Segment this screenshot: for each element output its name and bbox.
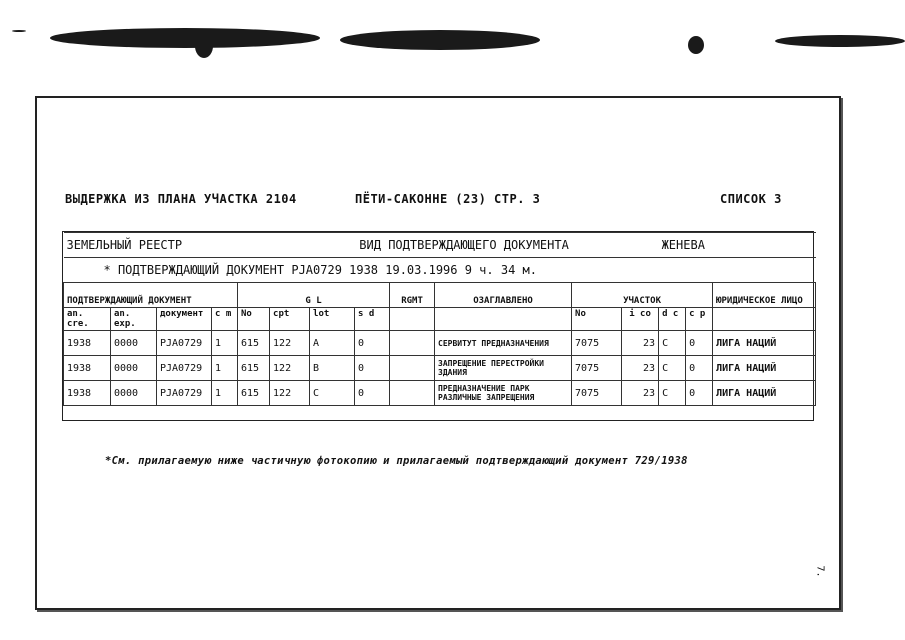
land-register-table <box>62 231 814 421</box>
entry-title: ПРЕДНАЗНАЧЕНИЕ ПАРК РАЗЛИЧНЫЕ ЗАПРЕЩЕНИЯ <box>435 381 572 406</box>
sub-header-cell: документ <box>157 308 212 331</box>
sub-header-row <box>64 308 816 331</box>
sub-header-cell: cpt <box>270 308 310 331</box>
locality-heading: ПЁТИ-САКОННЕ (23) СТР. 3 <box>355 192 541 206</box>
parcel-no: 7075 <box>572 356 622 381</box>
year-created: 1938 <box>64 356 111 381</box>
parcel-no: 7075 <box>572 331 622 356</box>
parcel-dc: C <box>659 381 686 406</box>
sub-header-cell <box>390 308 435 331</box>
confirm-doc-header: ПОДТВЕРЖДАЮЩИЙ ДОКУМЕНТ <box>64 283 238 308</box>
gl-header: G L <box>238 283 390 308</box>
rgmt-value <box>390 381 435 406</box>
parcel-cp: 0 <box>686 381 713 406</box>
cm-value: 1 <box>212 331 238 356</box>
gl-cpt: 122 <box>270 331 310 356</box>
group-header-row <box>64 283 816 308</box>
gl-no: 615 <box>238 331 270 356</box>
year-expired: 0000 <box>111 331 157 356</box>
sub-header-cell: No <box>238 308 270 331</box>
document-ref: PJA0729 <box>157 356 212 381</box>
legal-entity-header: ЮРИДИЧЕСКОЕ ЛИЦО <box>713 283 816 308</box>
sub-header-cell: c m <box>212 308 238 331</box>
table-row <box>64 331 816 356</box>
entry-title: ЗАПРЕЩЕНИЕ ПЕРЕСТРОЙКИ ЗДАНИЯ <box>435 356 572 381</box>
gl-lot: C <box>310 381 355 406</box>
document-ref: PJA0729 <box>157 381 212 406</box>
title-header: ОЗАГЛАВЛЕНО <box>435 283 572 308</box>
cm-value: 1 <box>212 381 238 406</box>
parcel-ico: 23 <box>622 356 659 381</box>
confirming-document-line: * ПОДТВЕРЖДАЮЩИЙ ДОКУМЕНТ PJA0729 1938 19.03.1996 9 ч. 34 м. <box>64 258 816 283</box>
year-expired: 0000 <box>111 381 157 406</box>
extract-heading: ВЫДЕРЖКА ИЗ ПЛАНА УЧАСТКА 2104 <box>65 192 297 206</box>
parcel-dc: C <box>659 356 686 381</box>
parcel-header: УЧАСТОК <box>572 283 713 308</box>
gl-sd: 0 <box>355 381 390 406</box>
parcel-ico: 23 <box>622 331 659 356</box>
cm-value: 1 <box>212 356 238 381</box>
gl-no: 615 <box>238 356 270 381</box>
register-title-row <box>64 233 816 258</box>
legal-entity: ЛИГА НАЦИЙ <box>713 381 816 406</box>
legal-entity: ЛИГА НАЦИЙ <box>713 331 816 356</box>
gl-sd: 0 <box>355 331 390 356</box>
footnote: *См. прилагаемую ниже частичную фотокопию и прилагаемый подтверждающий документ 729/1938 <box>105 455 688 467</box>
sub-header-cell: c p <box>686 308 713 331</box>
sub-header-cell <box>435 308 572 331</box>
gl-lot: B <box>310 356 355 381</box>
rgmt-value <box>390 331 435 356</box>
parcel-cp: 0 <box>686 331 713 356</box>
sub-header-cell: s d <box>355 308 390 331</box>
rgmt-header: RGMT <box>390 283 435 308</box>
parcel-ico: 23 <box>622 381 659 406</box>
rgmt-value <box>390 356 435 381</box>
gl-no: 615 <box>238 381 270 406</box>
table-row <box>64 381 816 406</box>
parcel-cp: 0 <box>686 356 713 381</box>
entry-title: СЕРВИТУТ ПРЕДНАЗНАЧЕНИЯ <box>435 331 572 356</box>
scan-smudge <box>50 28 320 48</box>
sub-header-cell: an. cre. <box>64 308 111 331</box>
table-row <box>64 356 816 381</box>
gl-cpt: 122 <box>270 356 310 381</box>
scan-smudge <box>340 30 540 50</box>
document-ref: PJA0729 <box>157 331 212 356</box>
register-title: ЗЕМЕЛЬНЫЙ РЕЕСТР <box>64 233 270 258</box>
legal-entity: ЛИГА НАЦИЙ <box>713 356 816 381</box>
scan-smudge <box>12 30 26 32</box>
document-line-row <box>64 258 816 283</box>
scan-smudge <box>775 35 905 47</box>
scan-smudge <box>195 34 213 58</box>
document-kind: ВИД ПОДТВЕРЖДАЮЩЕГО ДОКУМЕНТА <box>270 233 659 258</box>
sub-header-cell: lot <box>310 308 355 331</box>
gl-lot: A <box>310 331 355 356</box>
year-expired: 0000 <box>111 356 157 381</box>
year-created: 1938 <box>64 381 111 406</box>
year-created: 1938 <box>64 331 111 356</box>
parcel-no: 7075 <box>572 381 622 406</box>
sub-header-cell: an. exp. <box>111 308 157 331</box>
scan-smudge <box>688 36 704 54</box>
gl-cpt: 122 <box>270 381 310 406</box>
register-city: ЖЕНЕВА <box>659 233 816 258</box>
sub-header-cell: i co <box>622 308 659 331</box>
sub-header-cell <box>713 308 816 331</box>
sub-header-cell: d c <box>659 308 686 331</box>
sub-header-cell: No <box>572 308 622 331</box>
list-heading: СПИСОК 3 <box>720 192 782 206</box>
parcel-dc: C <box>659 331 686 356</box>
page-mark: 7. <box>814 565 826 578</box>
gl-sd: 0 <box>355 356 390 381</box>
